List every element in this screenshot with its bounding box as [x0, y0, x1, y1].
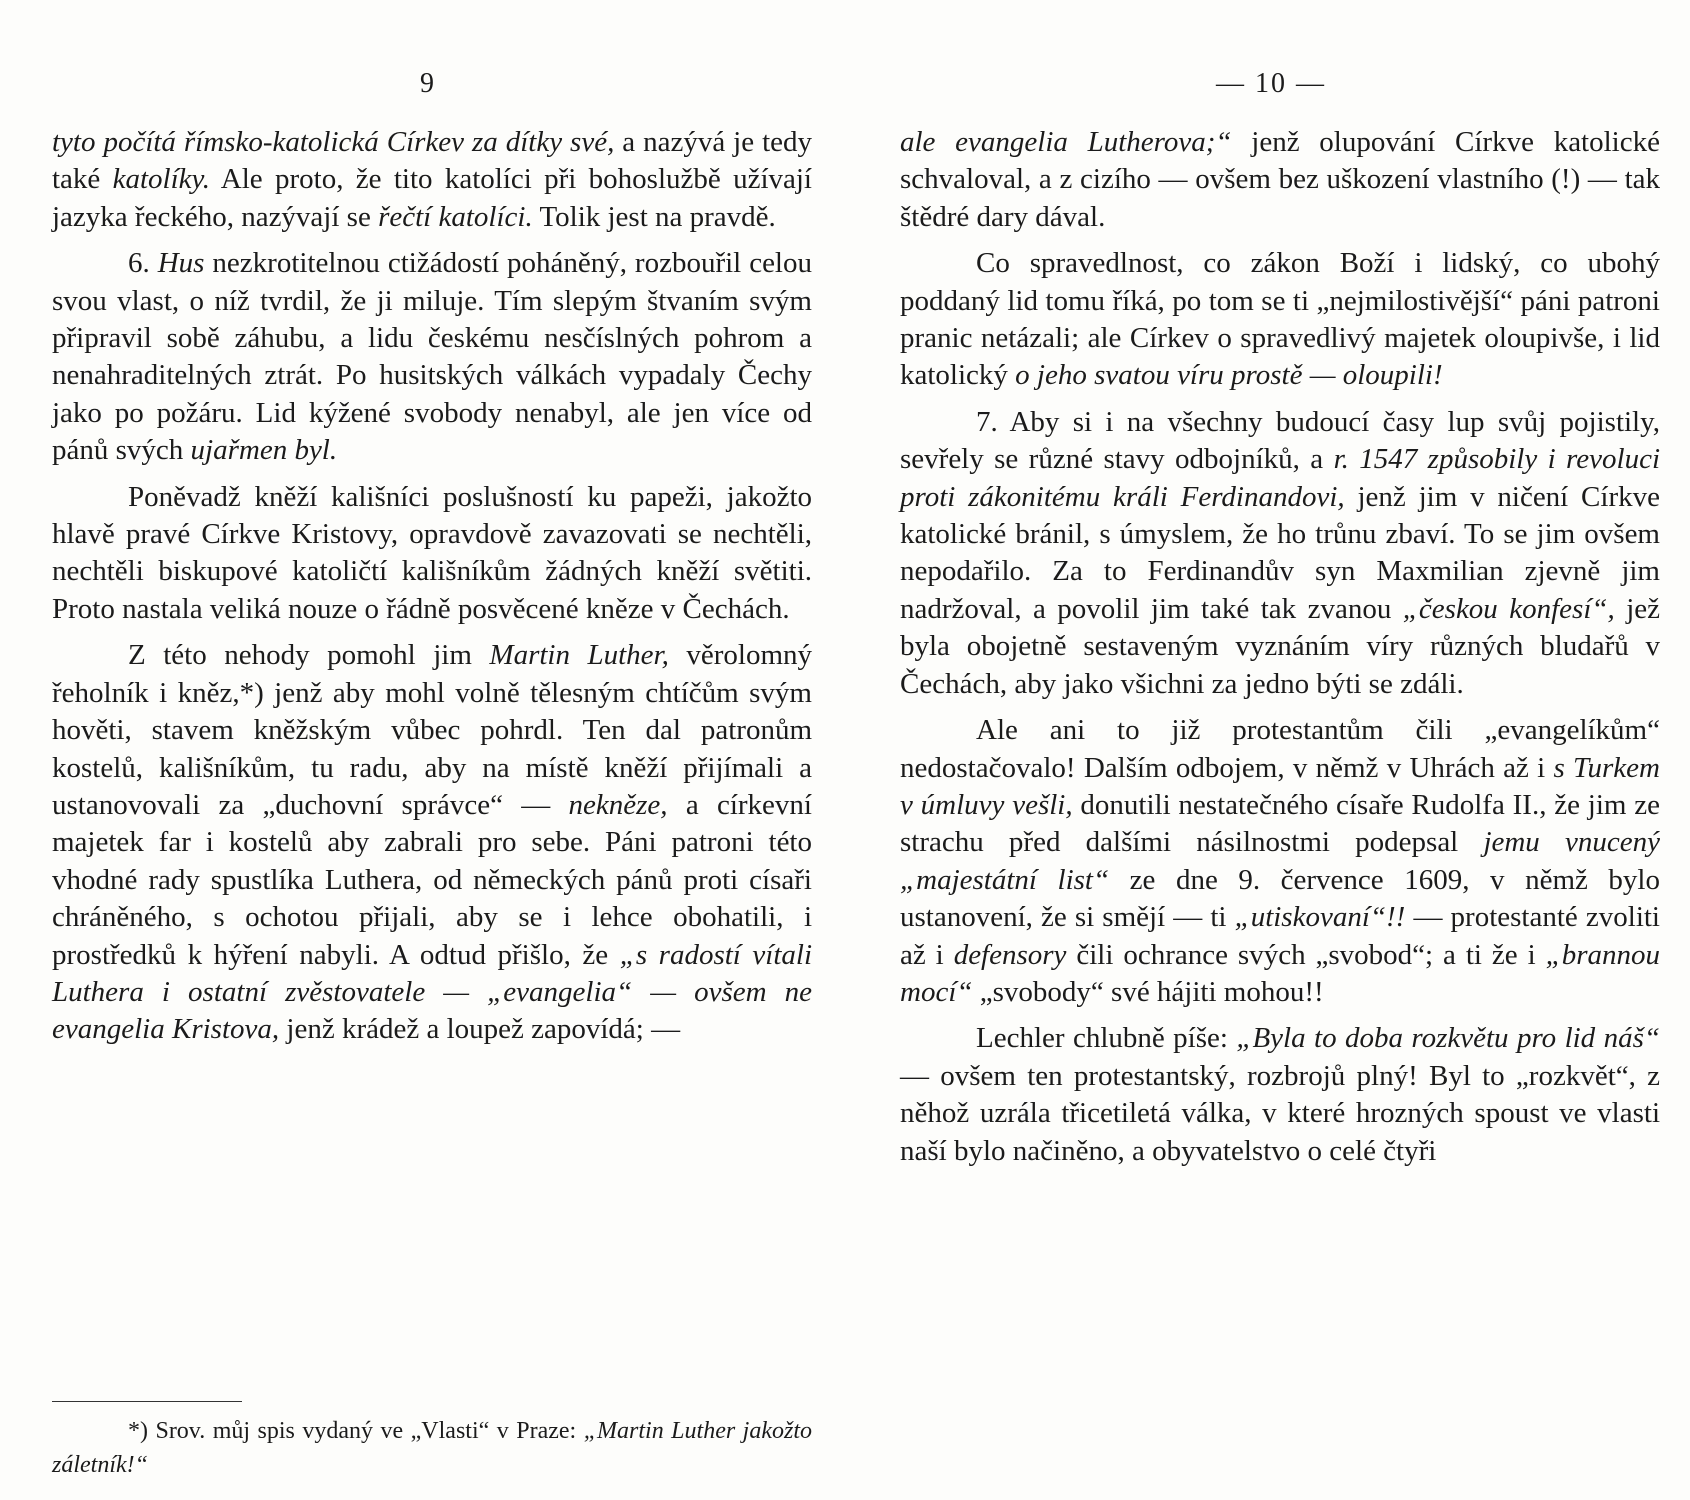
italic-run: defensory	[953, 938, 1067, 971]
text-run: Ale proto, že tito katolíci při bohoslužbě užívají jazyka řeckého, nazývají se	[52, 163, 812, 233]
text-run: Poněvadž kněží kališníci poslušností ku papeži, jakožto hlavě pravé Církve Kristovy, opravdově zavazovati se nechtěli, nechtěli biskupové katoličtí kališníkům žádných kněží světiti. Proto nastala veliká nouze o řádně posvěcené kněze v Čechách.	[52, 480, 812, 625]
paragraph	[52, 479, 812, 629]
text-run: 6.	[128, 247, 158, 280]
paragraph	[52, 245, 812, 469]
text-run: „svobody“ své hájiti mohou!!	[972, 975, 1324, 1008]
italic-run: ale evangelia Lutherova;“	[900, 126, 1232, 158]
italic-run: nekněze,	[568, 788, 668, 821]
italic-run: katolíky.	[112, 163, 211, 196]
paragraph	[52, 637, 812, 1048]
text-run: Ale ani to již protestantům čili „evangelíkům“ nedostačovalo! Dalším odbojem, v němž v Uhrách až i	[900, 714, 1660, 784]
text-run: věrolomný řeholník i kněz,*) jenž aby mohl volně tělesným chtíčům svým hověti, stavem kněžským vůbec pohrdl. Ten dal patronům kostelů, kališníkům, tu radu, aby na místě kněží přijímali a ustanovovali za „duchovní správce“ —	[52, 639, 813, 821]
text-run: ze dne 9. července 1609, v němž bylo ustanovení, že si smějí — ti	[900, 863, 1660, 934]
text-run: jenž olupování Církve katolické schvaloval, a z cizího — ovšem bez uškození vlastního (!) — tak štědré dary dával.	[900, 126, 1660, 233]
text-run: donutili nestatečného císaře Rudolfa II., že jim ze strachu před dalšími násilnostmi podepsal	[900, 788, 1660, 859]
paragraph	[900, 712, 1660, 1011]
text-run: Co spravedlnost, co zákon Boží i lidský, co ubohý poddaný lid tomu říká, po tom se ti „nejmilostivější“ páni patroni pranic netázali; ale Církev o spravedlivý majetek oloupivše, i lid katolický	[900, 247, 1660, 392]
paragraph	[900, 404, 1660, 703]
italic-run: „českou konfesí“,	[1402, 592, 1615, 625]
italic-run: ujařmen byl.	[190, 434, 338, 467]
text-run: a nazývá je tedy také	[52, 126, 812, 196]
italic-run: „brannou mocí“	[900, 938, 1660, 1008]
italic-run: „Byla to doba rozkvětu pro lid náš“	[1236, 1022, 1661, 1055]
italic-run: „utiskovaní“!!	[1234, 901, 1406, 934]
text-run: *) Srov. můj spis vydaný ve „Vlasti“ v Praze:	[128, 1418, 584, 1444]
paragraph	[900, 124, 1660, 236]
italic-run: Martin Luther,	[489, 639, 669, 672]
text-run: jež byla obojetně sestaveným vyznáním víry různých bludařů v Čechách, aby jako všichni za jedno býti se zdáli.	[900, 592, 1660, 700]
page-number: — 10 —	[1216, 68, 1326, 99]
text-column	[900, 124, 1660, 1170]
text-column	[52, 124, 812, 1049]
italic-run: r. 1547 způsobily i revoluci proti zákonitému králi Ferdinandovi,	[900, 443, 1660, 513]
text-run: — ovšem ten protestantský, rozbrojů plný! Byl to „rozkvět“, z něhož uzrála třicetiletá válka, v které hrozných spoust ve vlasti naší bylo načiněno, a obyvatelstvo o celé čtyři	[900, 1059, 1660, 1167]
italic-run: jemu vnucený „majestátní list“	[900, 826, 1660, 896]
paragraph	[900, 245, 1660, 395]
italic-run: s Turkem v úmluvy vešli,	[900, 751, 1660, 821]
text-run: jenž krádež a loupež zapovídá; —	[279, 1013, 681, 1046]
text-run: 7. Aby si i na všechny budoucí časy lup svůj pojistily, sevřely se různé stavy odbojníků, a	[900, 405, 1660, 476]
text-run: nezkrotitelnou ctižádostí poháněný, rozbouřil celou svou vlast, o níž tvrdil, že ji miluje. Tím slepým štvaním svým připravil sobě záhubu, a lidu českému nesčíslných pohrom a nenahraditelných ztrát. Po husitských válkách vypadaly Čechy jako po požáru. Lid kýžené svobody nenabyl, ale jen více od pánů svých	[52, 247, 812, 467]
text-run: jenž jim v ničení Církve katolické bránil, s úmyslem, že ho trůnu zbaví. To se jim ovšem nepodařilo. Za to Ferdinandův syn Maxmilian zjevně jim nadržoval, a povolil jim také tak zvanou	[900, 480, 1660, 625]
text-run: a církevní majetek far i kostelů aby zabrali pro sebe. Páni patroni této vhodné rady spustlíka Luthera, od německých pánů proti císaři chráněného, s ochotou přijali, aby se i lehce obohatili, i prostředků k hýření nabyli. A odtud přišlo, že	[52, 788, 812, 971]
italic-run: „s radostí vítali Luthera i ostatní zvěstovatele — „evangelia“ — ovšem ne evangelia Kristova,	[52, 938, 813, 1046]
text-run: Tolik jest na pravdě.	[532, 200, 776, 233]
text-run: Lechler chlubně píše:	[976, 1022, 1237, 1055]
text-run: Z této nehody pomohl jim	[128, 639, 490, 672]
italic-run: tyto počítá římsko-katolická Církev za dítky své,	[52, 126, 615, 158]
footnote	[52, 1414, 812, 1482]
footnote-text	[52, 1414, 812, 1482]
paragraph	[900, 1020, 1660, 1170]
italic-run: „Martin Luther jakožto záletník!“	[52, 1418, 812, 1478]
paragraph	[52, 124, 812, 236]
page-number: 9	[420, 68, 436, 99]
text-run: čili ochrance svých „svobod“; a ti že i	[1066, 938, 1546, 971]
italic-run: o jeho svatou víru prostě — oloupili!	[1015, 359, 1443, 392]
text-run: — protestanté zvoliti až i	[900, 901, 1660, 971]
footnote-rule	[52, 1401, 242, 1402]
italic-run: Hus	[157, 247, 205, 280]
italic-run: řečtí katolíci.	[378, 200, 533, 233]
